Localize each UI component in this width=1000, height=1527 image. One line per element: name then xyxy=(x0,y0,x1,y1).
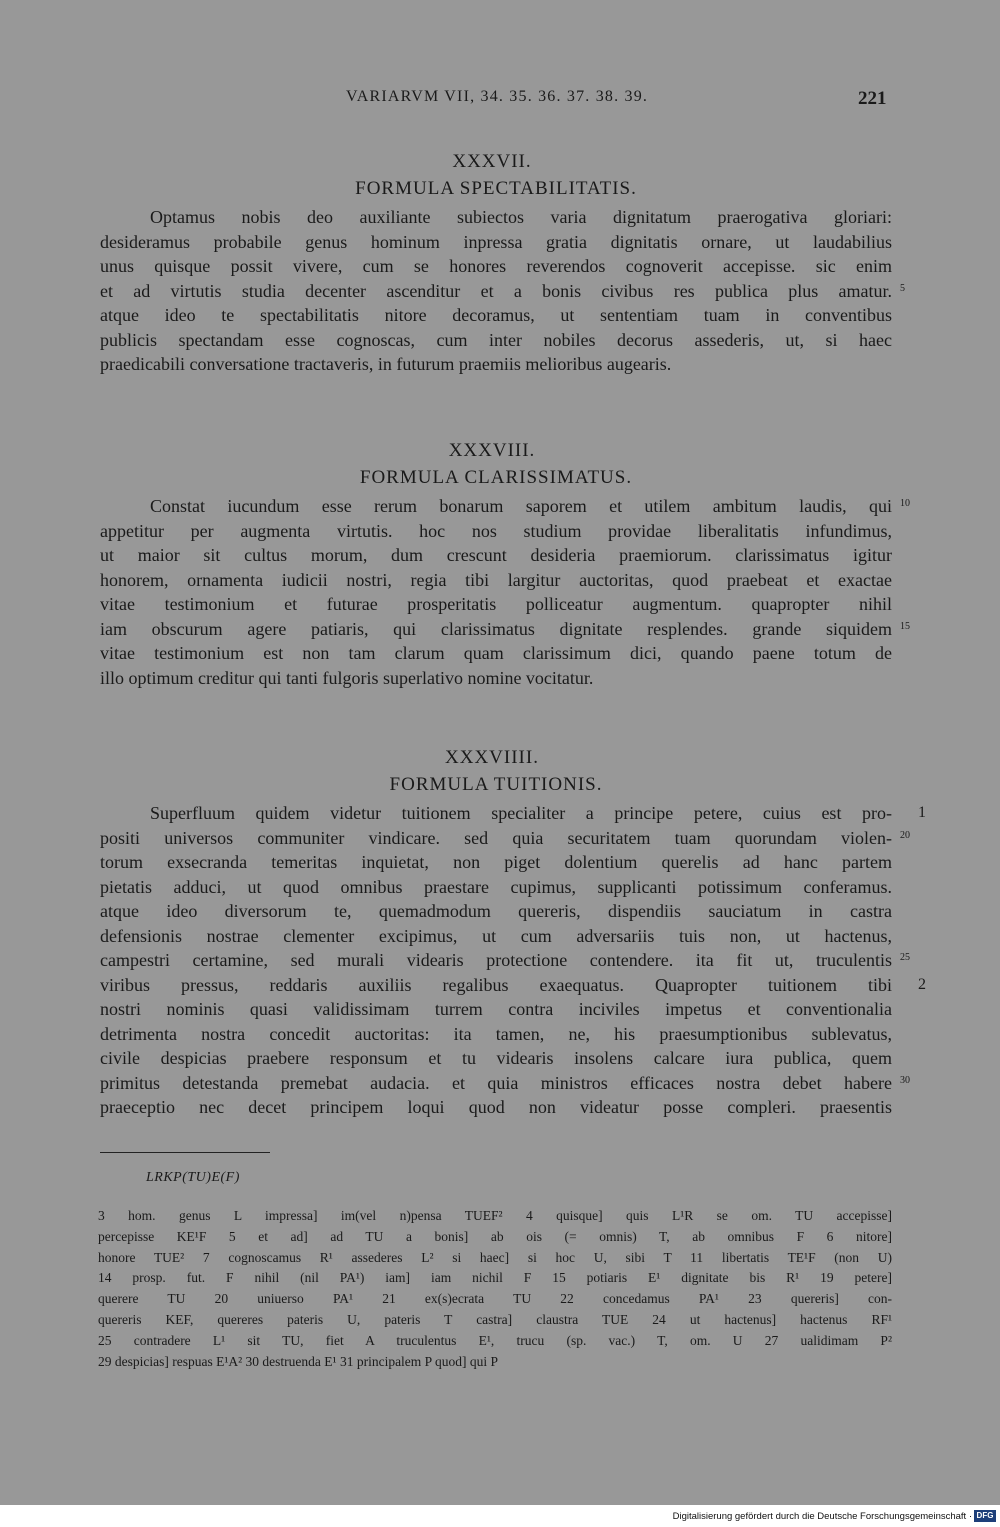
text-line xyxy=(100,303,892,328)
line-number: 5 xyxy=(900,282,905,294)
line-text: positi universos communiter vindicare. sed quia securitatem tuam quorundam violen- xyxy=(100,827,892,848)
apparatus-line: 25 contradere L¹ sit TU, fiet A truculentus E¹, trucu (sp. vac.) T, om. U 27 ualidimam P² xyxy=(98,1332,892,1348)
section-body xyxy=(100,801,926,1120)
section-xxxvii xyxy=(100,151,905,377)
section-title: FORMULA CLARISSIMATUS. xyxy=(359,467,633,488)
text-line xyxy=(100,641,892,666)
apparatus-line: quereris KEF, quereres pateris U, pateris T castra] claustra TUE 24 ut hactenus] hactenus RF¹ xyxy=(98,1311,892,1327)
line-text: pietatis adduci, ut quod omnibus praestare cupimus, supplicanti potissimum conferamus. xyxy=(100,876,892,897)
line-text: primitus detestanda premebat audacia. et quia ministros efficaces nostra debet habere xyxy=(100,1072,892,1093)
line-text: atque ideo diversorum te, quemadmodum quereris, dispendiis sauciatum in castra xyxy=(100,901,892,921)
section-number: XXXVIII. xyxy=(448,440,536,461)
line-text: iam obscurum agere patiaris, qui clarissimatus dignitate resplendes. grande siquidem xyxy=(100,618,892,639)
line-text: honorem, ornamenta iudicii nostri, regia tibi largitur auctoritas, quod praebeat et exactae xyxy=(100,569,892,590)
page-number: 221 xyxy=(858,88,887,109)
section-number: XXXVII. xyxy=(452,151,532,172)
text-line xyxy=(100,494,910,519)
text-line xyxy=(100,205,892,230)
text-line xyxy=(100,1071,910,1096)
text-line xyxy=(100,254,892,279)
text-line xyxy=(100,543,892,568)
line-text: praeceptio nec decet principem loqui quod non videatur posse compleri. praesentis xyxy=(100,1097,892,1117)
text-line xyxy=(100,826,910,851)
line-text: praedicabili conversatione tractaveris, in futurum praemiis melioribus augearis. xyxy=(100,354,672,374)
dfg-logo: DFG xyxy=(974,1510,996,1522)
running-title: VARIARVM VII, 34. 35. 36. 37. 38. 39. xyxy=(346,88,649,105)
paragraph-number: 2 xyxy=(918,975,926,993)
section-body xyxy=(100,205,905,377)
section-number: XXXVIIII. xyxy=(445,747,539,768)
text-line xyxy=(100,948,910,973)
text-line xyxy=(100,1022,892,1047)
text-line xyxy=(100,230,892,255)
line-text: unus quisque possit vivere, cum se honores reverendos cognoverit accepisse. sic enim xyxy=(100,256,892,276)
line-text: campestri certamine, sed murali videaris protectione contendere. ita fit ut, truculentis xyxy=(100,950,892,970)
text-line xyxy=(100,328,892,353)
line-text: Superfluum quidem videtur tuitionem specialiter a principe petere, cuius est pro- xyxy=(150,803,892,823)
line-text: vitae testimonium et futurae prosperitatis polliceatur augmentum. quapropter nihil xyxy=(100,594,892,614)
text-line xyxy=(100,279,905,304)
section-title: FORMULA TUITIONIS. xyxy=(389,774,603,795)
line-number: 25 xyxy=(900,952,910,963)
running-head xyxy=(0,88,1000,114)
section-body xyxy=(100,494,910,690)
text-line xyxy=(100,801,926,826)
text-line xyxy=(100,899,892,924)
text-line xyxy=(100,352,892,377)
text-line xyxy=(100,850,892,875)
line-text: publicis spectandam esse cognoscas, cum inter nobiles decorus assederis, ut, si haec xyxy=(100,329,892,350)
text-line xyxy=(100,924,892,949)
line-text: appetitur per augmenta virtutis. hoc nos studium providae liberalitatis infundimus, xyxy=(100,520,892,541)
line-text: desideramus probabile genus hominum inpressa gratia dignitatis ornare, ut laudabilius xyxy=(100,231,892,252)
line-number: 20 xyxy=(900,829,910,841)
line-text: illo optimum creditur qui tanti fulgoris superlativo nomine vocitatur. xyxy=(100,667,594,688)
text-line xyxy=(100,592,892,617)
section-xxxviiii xyxy=(100,747,926,1120)
line-text: atque ideo te spectabilitatis nitore decoramus, ut sententiam tuam in conventibus xyxy=(100,305,892,325)
line-text: civile despicias praebere responsum et tu videaris insolens calcare iura publica, quem xyxy=(100,1048,892,1068)
text-line xyxy=(100,973,926,998)
apparatus-line: percepisse KE¹F 5 et ad] ad TU a bonis] ab ois (= omnis) T, ab omnibus F 6 nitore] xyxy=(98,1228,892,1244)
line-text: Constat iucundum esse rerum bonarum saporem et utilem ambitum laudis, qui xyxy=(150,496,892,516)
line-text: detrimenta nostra concedit auctoritas: ita tamen, ne, his praesumptionibus sublevatus, xyxy=(100,1023,892,1044)
apparatus-line: 3 hom. genus L impressa] im(vel n)pensa TUEF² 4 quisque] quis L¹R se om. TU accepisse] xyxy=(98,1208,892,1223)
text-line xyxy=(100,666,892,691)
footnote-rule xyxy=(100,1152,270,1153)
line-text: torum exsecranda temeritas inquietat, non piget dolentium querelis ad hanc partem xyxy=(100,852,892,872)
line-number: 10 xyxy=(900,498,910,509)
text-line xyxy=(100,1046,892,1071)
credit-text: Digitalisierung gefördert durch die Deutsche Forschungsgemeinschaft · xyxy=(672,1511,972,1522)
apparatus-line: honore TUE² 7 cognoscamus R¹ assederes L² si haec] si hoc U, sibi T 11 libertatis TE¹F (non U) xyxy=(98,1249,892,1265)
text-line xyxy=(100,875,892,900)
section-xxxviii xyxy=(100,440,910,690)
critical-apparatus xyxy=(98,1206,892,1372)
paragraph-number: 1 xyxy=(918,804,926,821)
manuscript-siglum: LRKP(TU)E(F) xyxy=(146,1170,240,1185)
text-line xyxy=(100,519,892,544)
text-line xyxy=(100,1095,892,1120)
line-text: ut maior sit cultus morum, dum crescunt desideria praemiorum. clarissimatus igitur xyxy=(100,545,892,565)
line-text: nostri nominis quasi validissimam turrem contra inciviles impetus et conventionalia xyxy=(100,999,892,1019)
apparatus-line: 29 despicias] respuas E¹A² 30 destruenda E¹ 31 principalem P quod] qui P xyxy=(98,1353,499,1369)
line-text: et ad virtutis studia decenter ascenditur et a bonis civibus res publica plus amatur. xyxy=(100,280,892,301)
line-number: 15 xyxy=(900,620,910,632)
apparatus-line: 14 prosp. fut. F nihil (nil PA¹) iam] iam nichil F 15 potiaris E¹ dignitate bis R¹ 19 petere] xyxy=(98,1270,892,1286)
text-line xyxy=(100,997,892,1022)
credit-bar xyxy=(0,1505,1000,1527)
line-text: defensionis nostrae clementer excipimus, ut cum adversariis tuis non, ut hactenus, xyxy=(100,925,892,946)
line-text: viribus pressus, reddaris auxiliis regalibus exaequatus. Quapropter tuitionem tibi xyxy=(100,974,892,995)
line-text: vitae testimonium est non tam clarum quam clarissimum dici, quando paene totum de xyxy=(100,643,892,663)
apparatus-line: querere TU 20 uniuerso PA¹ 21 ex(s)ecrata TU 22 concedamus PA¹ 23 quereris] con- xyxy=(98,1291,892,1307)
text-line xyxy=(100,568,892,593)
text-line xyxy=(100,617,910,642)
section-title: FORMULA SPECTABILITATIS. xyxy=(355,178,637,199)
line-text: Optamus nobis deo auxiliante subiectos varia dignitatum praerogativa gloriari: xyxy=(150,207,892,227)
line-number: 30 xyxy=(900,1074,910,1086)
